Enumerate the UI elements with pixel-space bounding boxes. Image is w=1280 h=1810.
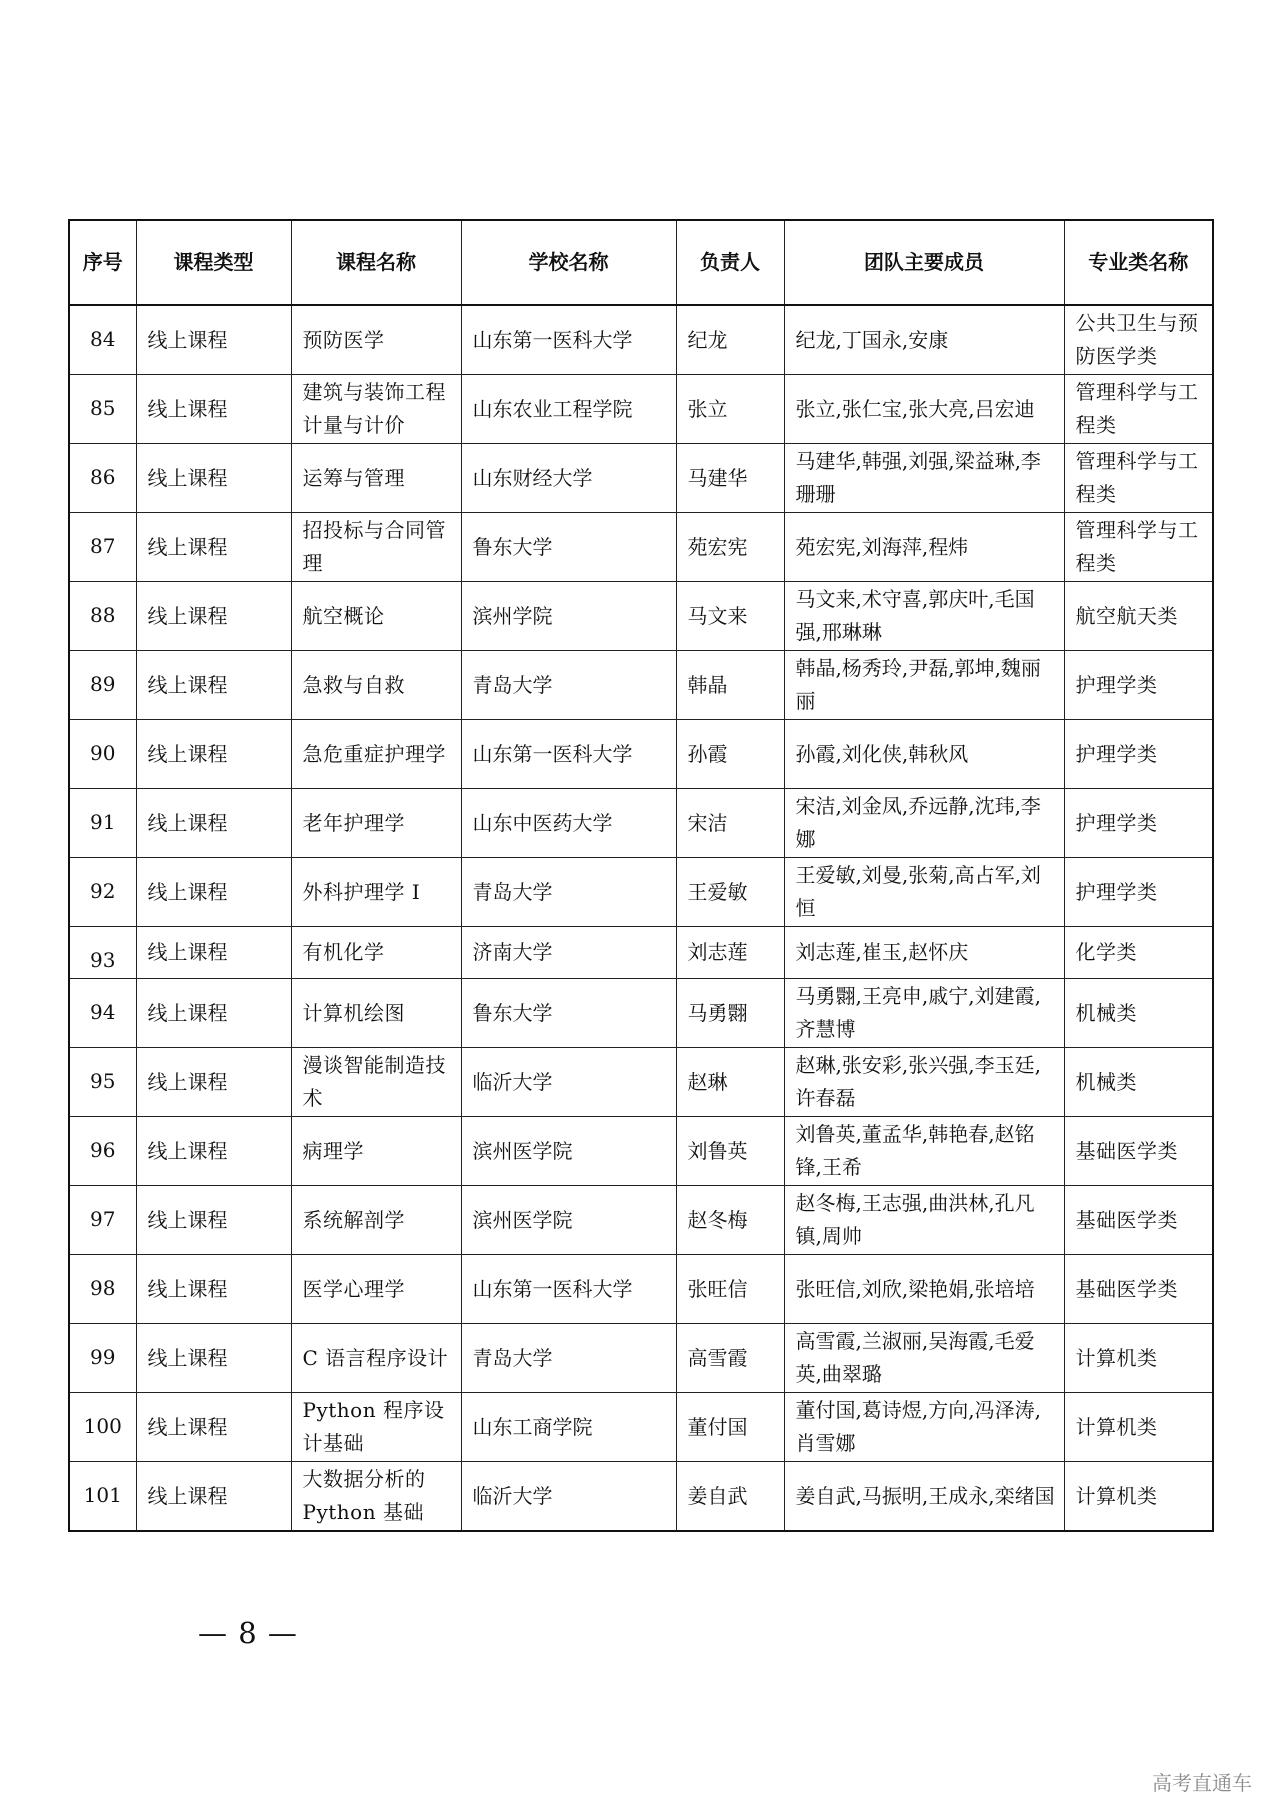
table-row: [69, 1117, 1213, 1186]
table-row: [69, 305, 1213, 375]
table-row: [69, 1462, 1213, 1532]
course-lead-cell: 纪龙: [676, 305, 784, 375]
course-name-cell: 招投标与合同管理: [291, 513, 461, 582]
major-category-cell: 机械类: [1064, 1048, 1213, 1117]
row-number-cell: 87: [69, 513, 136, 582]
course-type-cell: 线上课程: [136, 858, 291, 927]
course-name-cell: 老年护理学: [291, 789, 461, 858]
team-members-cell: 刘鲁英,董孟华,韩艳春,赵铭锋,王希: [784, 1117, 1064, 1186]
row-number-cell: 94: [69, 979, 136, 1048]
course-type-cell: 线上课程: [136, 927, 291, 979]
header-course-type: 课程类型: [136, 220, 291, 305]
row-number-cell: 85: [69, 375, 136, 444]
major-category-cell: 护理学类: [1064, 858, 1213, 927]
major-category-cell: 计算机类: [1064, 1462, 1213, 1532]
team-members-cell: 韩晶,杨秀玲,尹磊,郭坤,魏丽丽: [784, 651, 1064, 720]
major-category-cell: 管理科学与工程类: [1064, 513, 1213, 582]
row-number-cell: 84: [69, 305, 136, 375]
school-name-cell: 临沂大学: [461, 1048, 676, 1117]
course-type-cell: 线上课程: [136, 720, 291, 789]
row-number-cell: 90: [69, 720, 136, 789]
school-name-cell: 临沂大学: [461, 1462, 676, 1532]
header-major-category: 专业类名称: [1064, 220, 1213, 305]
course-lead-cell: 张立: [676, 375, 784, 444]
course-name-cell: 漫谈智能制造技术: [291, 1048, 461, 1117]
course-type-cell: 线上课程: [136, 651, 291, 720]
course-lead-cell: 韩晶: [676, 651, 784, 720]
team-members-cell: 马勇翾,王亮申,戚宁,刘建霞,齐慧博: [784, 979, 1064, 1048]
course-type-cell: 线上课程: [136, 979, 291, 1048]
table-row: [69, 1255, 1213, 1324]
major-category-cell: 护理学类: [1064, 651, 1213, 720]
course-type-cell: 线上课程: [136, 789, 291, 858]
row-number-cell: 96: [69, 1117, 136, 1186]
row-number-cell: 97: [69, 1186, 136, 1255]
row-number-cell: 99: [69, 1324, 136, 1393]
team-members-cell: 赵琳,张安彩,张兴强,李玉廷,许春磊: [784, 1048, 1064, 1117]
header-course-name: 课程名称: [291, 220, 461, 305]
course-lead-cell: 高雪霞: [676, 1324, 784, 1393]
major-category-cell: 管理科学与工程类: [1064, 375, 1213, 444]
header-team-members: 团队主要成员: [784, 220, 1064, 305]
team-members-cell: 张立,张仁宝,张大亮,吕宏迪: [784, 375, 1064, 444]
table-body: [69, 305, 1213, 1531]
header-school-name: 学校名称: [461, 220, 676, 305]
team-members-cell: 王爱敏,刘曼,张菊,高占军,刘恒: [784, 858, 1064, 927]
major-category-cell: 护理学类: [1064, 789, 1213, 858]
row-number-cell: 93: [69, 927, 136, 979]
school-name-cell: 滨州医学院: [461, 1186, 676, 1255]
school-name-cell: 滨州医学院: [461, 1117, 676, 1186]
team-members-cell: 姜自武,马振明,王成永,栾绪国: [784, 1462, 1064, 1532]
header-lead: 负责人: [676, 220, 784, 305]
course-lead-cell: 宋洁: [676, 789, 784, 858]
course-lead-cell: 刘鲁英: [676, 1117, 784, 1186]
team-members-cell: 董付国,葛诗煜,方向,冯泽涛,肖雪娜: [784, 1393, 1064, 1462]
school-name-cell: 鲁东大学: [461, 513, 676, 582]
course-name-cell: 计算机绘图: [291, 979, 461, 1048]
team-members-cell: 张旺信,刘欣,梁艳娟,张培培: [784, 1255, 1064, 1324]
team-members-cell: 赵冬梅,王志强,曲洪林,孔凡镇,周帅: [784, 1186, 1064, 1255]
major-category-cell: 机械类: [1064, 979, 1213, 1048]
row-number-cell: 101: [69, 1462, 136, 1532]
course-name-cell: 急救与自救: [291, 651, 461, 720]
table-row: [69, 513, 1213, 582]
table-row: [69, 858, 1213, 927]
course-lead-cell: 孙霞: [676, 720, 784, 789]
course-name-cell: 急危重症护理学: [291, 720, 461, 789]
course-lead-cell: 王爱敏: [676, 858, 784, 927]
table-row: [69, 1186, 1213, 1255]
course-lead-cell: 姜自武: [676, 1462, 784, 1532]
course-name-cell: 航空概论: [291, 582, 461, 651]
course-name-cell: Python 程序设计基础: [291, 1393, 461, 1462]
row-number-cell: 95: [69, 1048, 136, 1117]
team-members-cell: 宋洁,刘金凤,乔远静,沈玮,李娜: [784, 789, 1064, 858]
row-number-cell: 100: [69, 1393, 136, 1462]
team-members-cell: 马文来,术守喜,郭庆叶,毛国强,邢琳琳: [784, 582, 1064, 651]
school-name-cell: 山东农业工程学院: [461, 375, 676, 444]
course-lead-cell: 马勇翾: [676, 979, 784, 1048]
major-category-cell: 计算机类: [1064, 1324, 1213, 1393]
table-row: [69, 979, 1213, 1048]
table-row: [69, 1048, 1213, 1117]
course-type-cell: 线上课程: [136, 1324, 291, 1393]
course-name-cell: 系统解剖学: [291, 1186, 461, 1255]
school-name-cell: 滨州学院: [461, 582, 676, 651]
school-name-cell: 青岛大学: [461, 858, 676, 927]
table-row: [69, 375, 1213, 444]
table-row: [69, 651, 1213, 720]
header-no: 序号: [69, 220, 136, 305]
school-name-cell: 青岛大学: [461, 1324, 676, 1393]
course-type-cell: 线上课程: [136, 1048, 291, 1117]
course-type-cell: 线上课程: [136, 1255, 291, 1324]
team-members-cell: 纪龙,丁国永,安康: [784, 305, 1064, 375]
major-category-cell: 航空航天类: [1064, 582, 1213, 651]
major-category-cell: 基础医学类: [1064, 1117, 1213, 1186]
course-lead-cell: 马建华: [676, 444, 784, 513]
course-type-cell: 线上课程: [136, 582, 291, 651]
team-members-cell: 马建华,韩强,刘强,梁益琳,李珊珊: [784, 444, 1064, 513]
course-lead-cell: 张旺信: [676, 1255, 784, 1324]
course-name-cell: 预防医学: [291, 305, 461, 375]
course-name-cell: 建筑与装饰工程计量与计价: [291, 375, 461, 444]
school-name-cell: 山东第一医科大学: [461, 1255, 676, 1324]
course-type-cell: 线上课程: [136, 1117, 291, 1186]
row-number-cell: 91: [69, 789, 136, 858]
major-category-cell: 计算机类: [1064, 1393, 1213, 1462]
team-members-cell: 刘志莲,崔玉,赵怀庆: [784, 927, 1064, 979]
table-row: [69, 720, 1213, 789]
course-lead-cell: 赵琳: [676, 1048, 784, 1117]
course-table: [68, 219, 1214, 1532]
table-header-row: [69, 220, 1213, 305]
row-number-cell: 86: [69, 444, 136, 513]
school-name-cell: 山东财经大学: [461, 444, 676, 513]
course-name-cell: 有机化学: [291, 927, 461, 979]
course-type-cell: 线上课程: [136, 513, 291, 582]
course-lead-cell: 苑宏宪: [676, 513, 784, 582]
table-row: [69, 1393, 1213, 1462]
school-name-cell: 济南大学: [461, 927, 676, 979]
school-name-cell: 山东中医药大学: [461, 789, 676, 858]
major-category-cell: 基础医学类: [1064, 1255, 1213, 1324]
watermark: 高考直通车: [1152, 1771, 1252, 1795]
course-type-cell: 线上课程: [136, 1462, 291, 1532]
course-lead-cell: 赵冬梅: [676, 1186, 784, 1255]
course-name-cell: 大数据分析的 Python 基础: [291, 1462, 461, 1532]
course-name-cell: 医学心理学: [291, 1255, 461, 1324]
school-name-cell: 山东第一医科大学: [461, 305, 676, 375]
course-lead-cell: 刘志莲: [676, 927, 784, 979]
course-lead-cell: 董付国: [676, 1393, 784, 1462]
course-name-cell: 外科护理学 I: [291, 858, 461, 927]
course-type-cell: 线上课程: [136, 375, 291, 444]
team-members-cell: 高雪霞,兰淑丽,吴海霞,毛爱英,曲翠璐: [784, 1324, 1064, 1393]
row-number-cell: 89: [69, 651, 136, 720]
row-number-cell: 98: [69, 1255, 136, 1324]
row-number-cell: 88: [69, 582, 136, 651]
course-type-cell: 线上课程: [136, 444, 291, 513]
school-name-cell: 山东工商学院: [461, 1393, 676, 1462]
major-category-cell: 基础医学类: [1064, 1186, 1213, 1255]
table-row: [69, 927, 1213, 979]
row-number-cell: 92: [69, 858, 136, 927]
course-name-cell: C 语言程序设计: [291, 1324, 461, 1393]
course-name-cell: 运筹与管理: [291, 444, 461, 513]
major-category-cell: 化学类: [1064, 927, 1213, 979]
major-category-cell: 管理科学与工程类: [1064, 444, 1213, 513]
course-type-cell: 线上课程: [136, 305, 291, 375]
major-category-cell: 护理学类: [1064, 720, 1213, 789]
school-name-cell: 青岛大学: [461, 651, 676, 720]
page-number: — 8 —: [198, 1616, 298, 1650]
table-row: [69, 1324, 1213, 1393]
team-members-cell: 苑宏宪,刘海萍,程炜: [784, 513, 1064, 582]
table-row: [69, 789, 1213, 858]
table-row: [69, 582, 1213, 651]
major-category-cell: 公共卫生与预防医学类: [1064, 305, 1213, 375]
table-row: [69, 444, 1213, 513]
school-name-cell: 鲁东大学: [461, 979, 676, 1048]
course-lead-cell: 马文来: [676, 582, 784, 651]
school-name-cell: 山东第一医科大学: [461, 720, 676, 789]
course-type-cell: 线上课程: [136, 1393, 291, 1462]
course-type-cell: 线上课程: [136, 1186, 291, 1255]
course-name-cell: 病理学: [291, 1117, 461, 1186]
team-members-cell: 孙霞,刘化侠,韩秋风: [784, 720, 1064, 789]
